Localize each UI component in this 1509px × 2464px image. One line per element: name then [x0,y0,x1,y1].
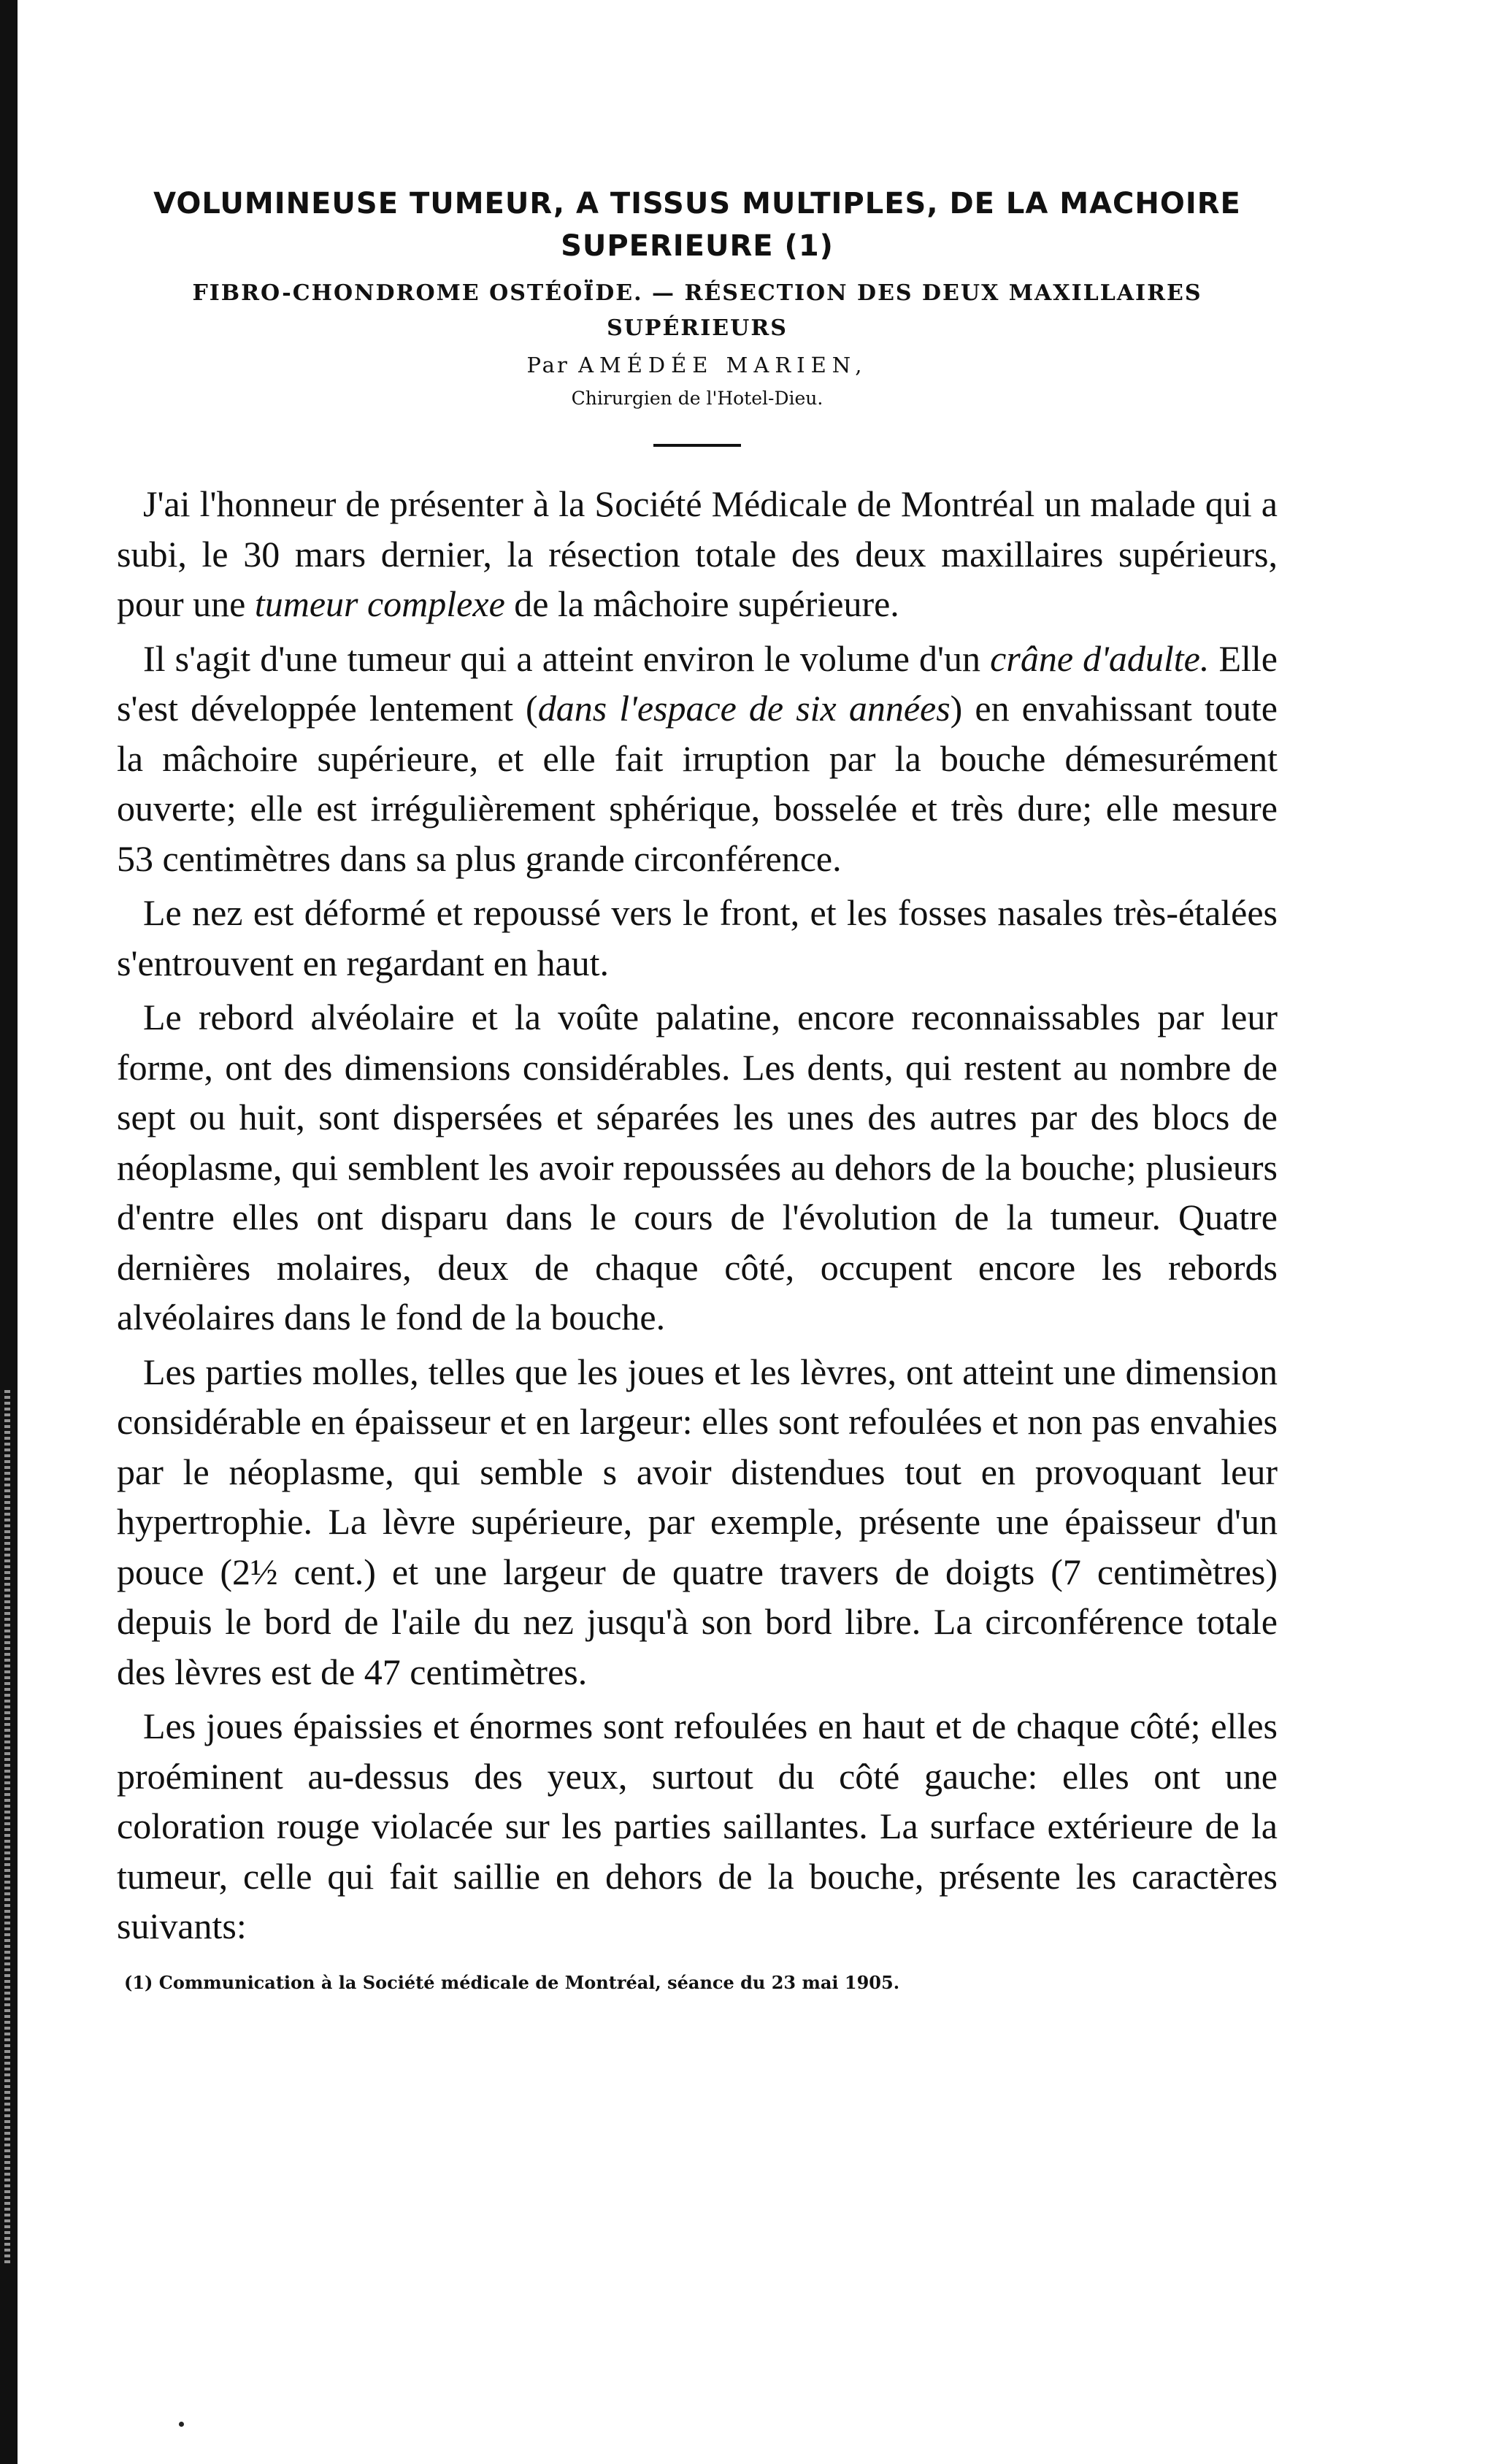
paragraph-1-text-b: de la mâchoire supérieure. [504,583,899,624]
paragraph-1 [117,479,1278,629]
author-affiliation: Chirurgien de l'Hotel-Dieu. [571,388,823,409]
paragraph-2-emphasis-2: dans l'espace de six années [537,688,951,729]
paragraph-5: Les parties molles, telles que les joues et les lèvres, ont atteint une dimension considérable en épaisseur et en largeur: elles sont refoulées et non pas envahies par le néoplasme, qui semble s avoir distendues tout en provoquant leur hypertrophie. La lèvre supérieure, par exemple, présente une épaisseur d'un pouce (2½ cent.) et une largeur de quatre travers de doigts (7 centimètres) depuis le bord de l'aile du nez jusqu'à son bord libre. La circonférence totale des lèvres est de 47 centimètres. [117,1351,1278,1692]
paragraph-2-emphasis-1: crâne d'adulte. [990,637,1210,679]
footnote: (1) Communication à la Société médicale de Montréal, séance du 23 mai 1905. [124,1971,900,1993]
paragraph-6: Les joues épaissies et énormes sont refoulées en haut et de chaque côté; elles proéminent au-dessus des yeux, surtout du côté gauche: elles ont une coloration rouge violacée sur les parties saillantes. La surface extérieure de la tumeur, celle qui fait saillie en dehors de la bouche, présente les caractères suivants: [117,1705,1278,1946]
paragraph-3: Le nez est déformé et repoussé vers le front, et les fosses nasales très-étalées s'entrouvent en regardant en haut. [117,892,1278,983]
section-divider [653,444,741,447]
document-page [117,183,1278,1995]
author-name: AMÉDÉE MARIEN, [578,353,868,377]
scan-speck [179,2422,184,2427]
article-title: VOLUMINEUSE TUMEUR, A TISSUS MULTIPLES, DE LA MACHOIRE SUPERIEURE (1) [153,187,1241,263]
author-line [117,349,1278,381]
paragraph-2-text-c: ) en envahissant toute la mâchoire supérieure, et elle fait irruption par la bouche démesurément ouverte; elle est irrégulièrement sphérique, bosselée et très dure; elle mesure 53 centimètres dans sa plus grande circonférence. [117,688,1278,879]
paragraph-2-text-b: Elle s'est développée lentement ( [117,637,1278,729]
article-subtitle: FIBRO-CHONDROME OSTÉOÏDE. — RÉSECTION DES DEUX MAXILLAIRES SUPÉRIEURS [192,280,1202,341]
author-prefix: Par [526,353,569,377]
paragraph-1-text-a: J'ai l'honneur de présenter à la Société Médicale de Montréal un malade qui a subi, le 30 mars dernier, la résection totale des deux maxillaires supérieurs, pour une [117,483,1278,624]
paragraph-2-text-a: Il s'agit d'une tumeur qui a atteint environ le volume d'un [143,637,991,679]
paragraph-1-emphasis: tumeur complexe [254,583,505,624]
paragraph-4: Le rebord alvéolaire et la voûte palatine, encore reconnaissables par leur forme, ont des dimensions considérables. Les dents, qui restent au nombre de sept ou huit, sont dispersées et séparées les unes des autres par des blocs de néoplasme, qui semblent les avoir repoussées au dehors de la bouche; plusieurs d'entre elles ont disparu dans le cours de l'évolution de la tumeur. Quatre dernières molaires, deux de chaque côté, occupent encore les rebords alvéolaires dans le fond de la bouche. [117,997,1278,1337]
paragraph-2 [117,634,1278,884]
scan-binding-edge [0,0,18,2464]
